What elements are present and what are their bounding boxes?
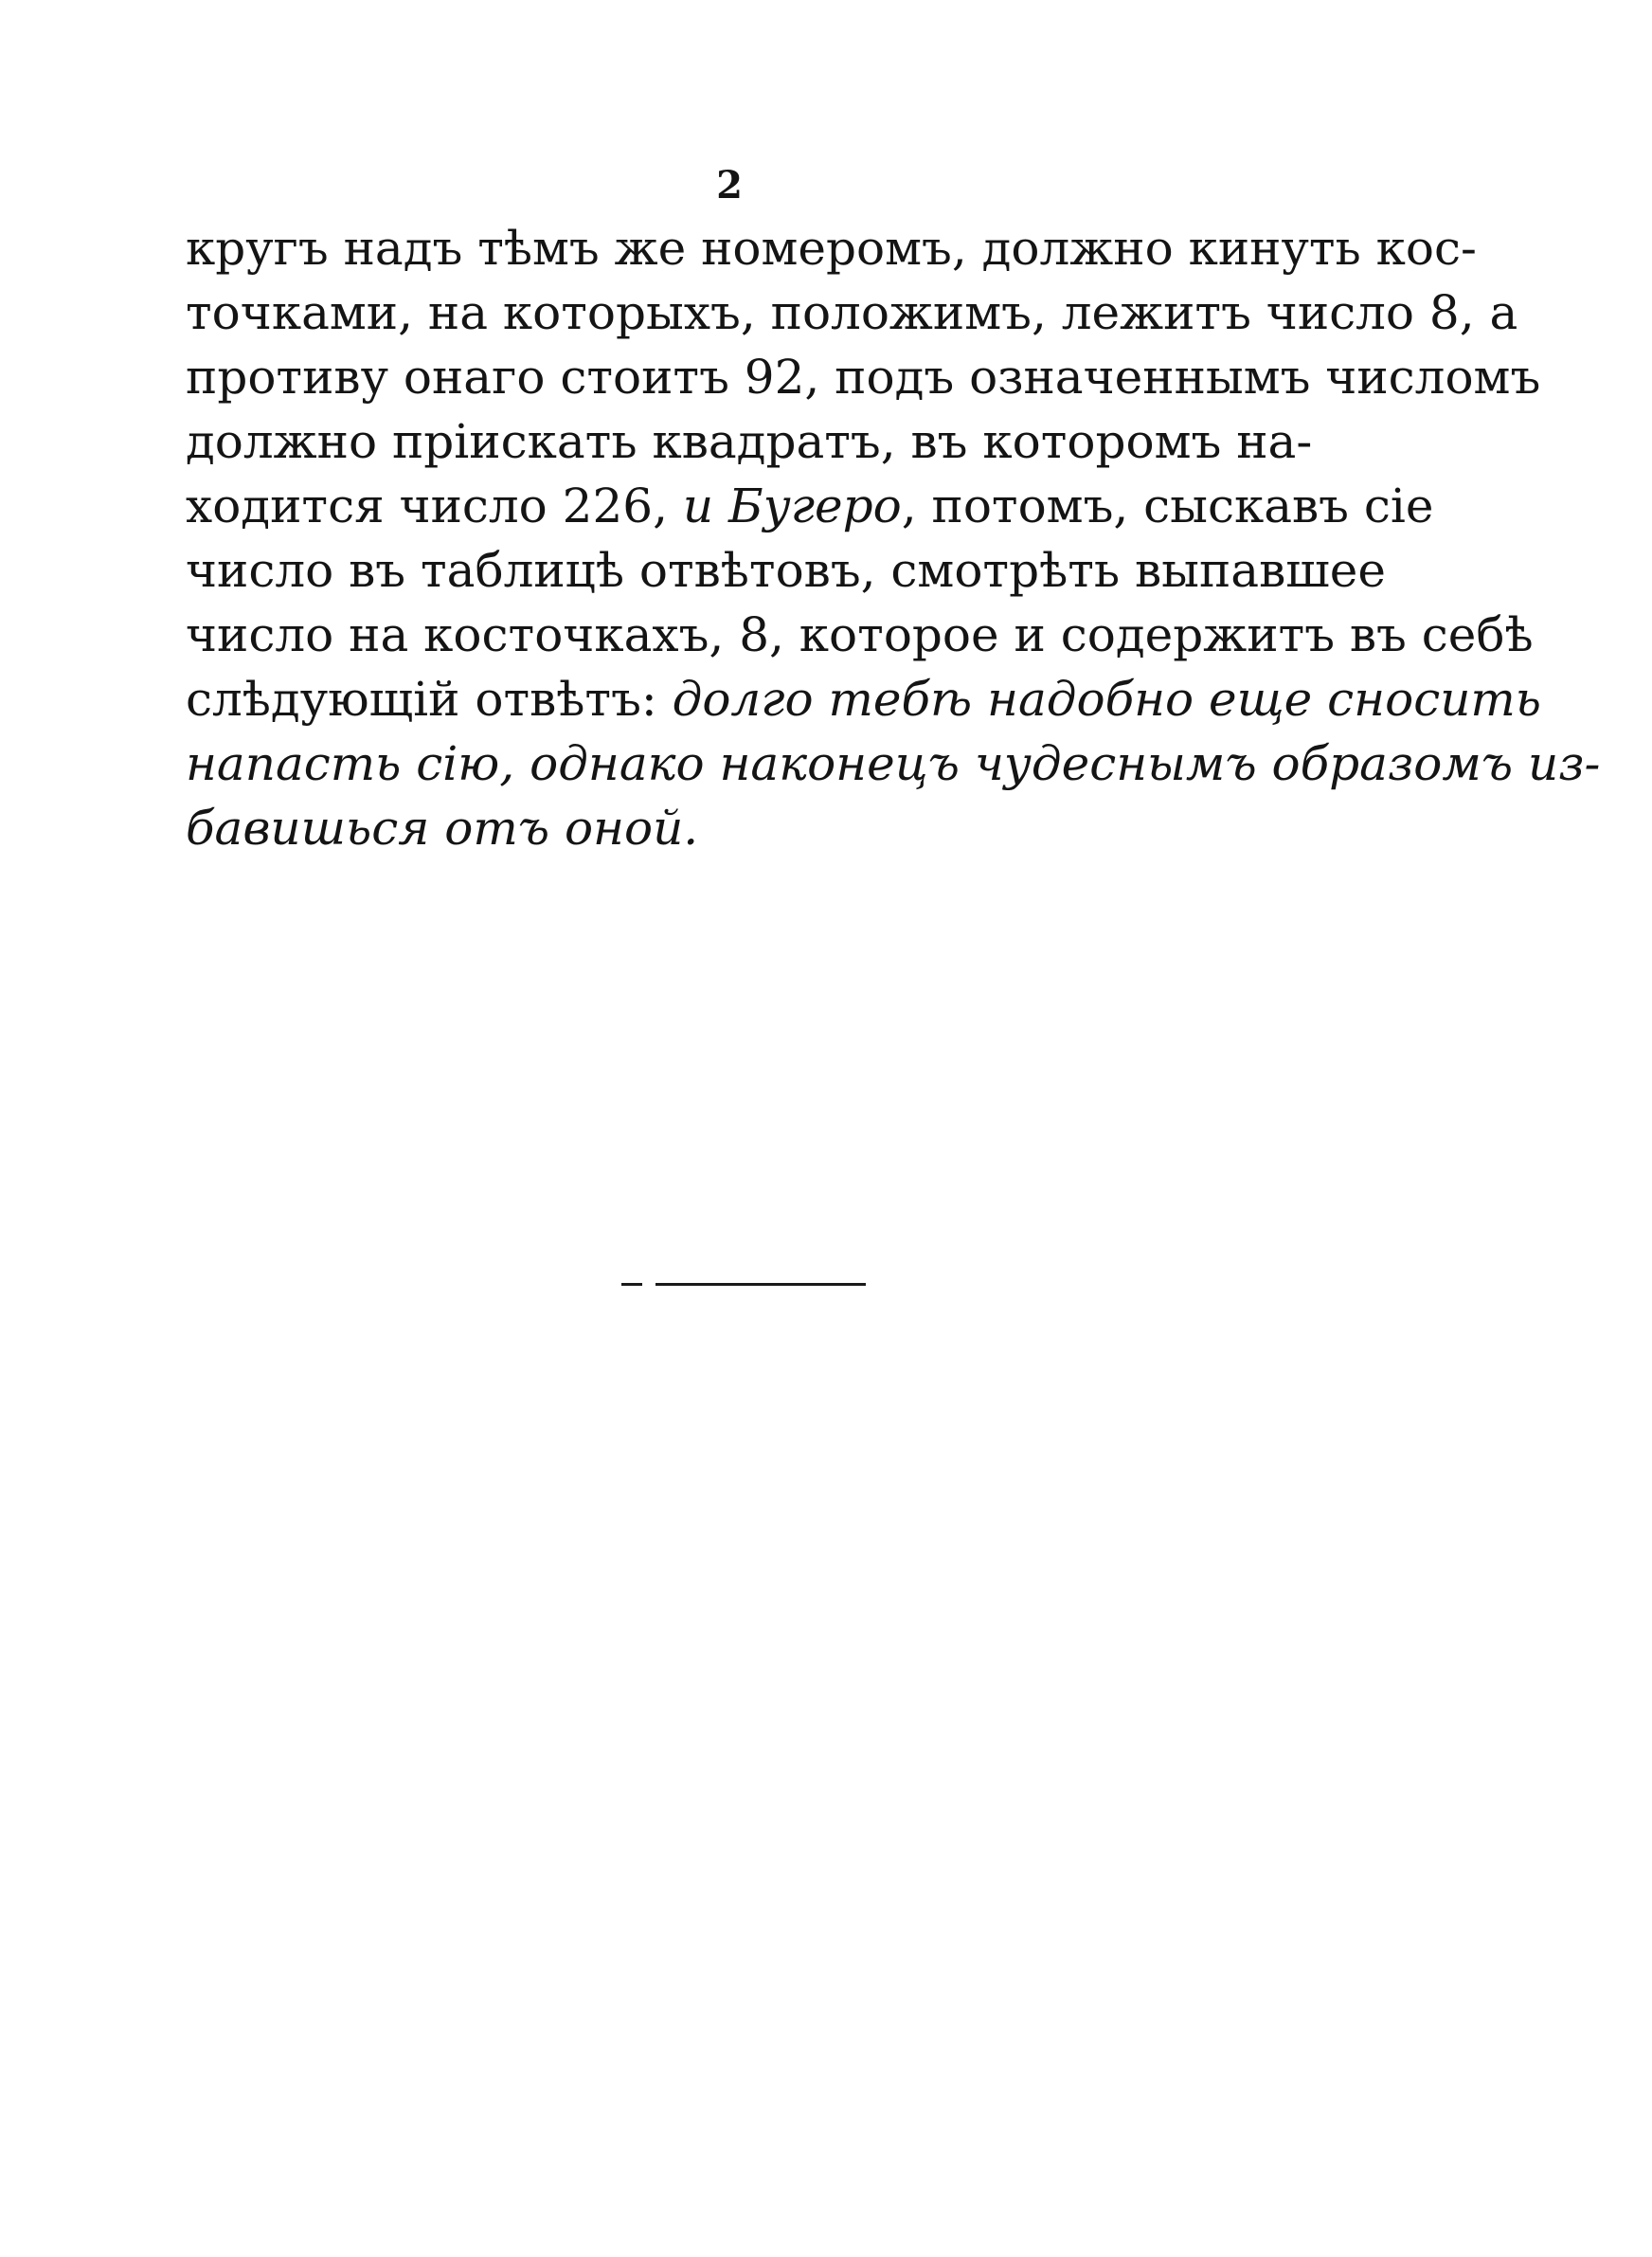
text-line <box>186 603 1534 667</box>
text-line <box>186 474 1434 538</box>
text-italic: бавишься отъ оной. <box>186 801 699 856</box>
text-plain: число въ таблицѣ отвѣтовъ, смотрѣть выпавшее <box>186 543 1386 598</box>
body-text <box>186 216 1601 860</box>
text-plain: ходится число 226, <box>186 478 683 533</box>
text-line <box>186 731 1601 796</box>
text-plain: должно пріискать квадратъ, въ которомъ на- <box>186 414 1313 469</box>
text-tail: , потомъ, сыскавъ сіе <box>901 478 1434 533</box>
section-divider <box>621 1283 866 1286</box>
text-line <box>186 216 1477 280</box>
text-line <box>186 345 1541 409</box>
text-line <box>186 667 1542 731</box>
text-line <box>186 280 1518 345</box>
text-plain: кругъ надъ тѣмъ же номеромъ, должно кинуть кос- <box>186 221 1477 276</box>
text-line <box>186 796 1286 860</box>
text-italic: и Бугеро <box>682 478 902 533</box>
page-number: 2 <box>716 163 743 208</box>
text-italic: долго тебѣ надобно еще сносить <box>672 672 1542 727</box>
section-divider-gap <box>642 1279 655 1289</box>
text-italic: напасть сію, однако наконецъ чудеснымъ образомъ из- <box>186 736 1601 791</box>
text-line <box>186 538 1386 603</box>
text-plain: слѣдующій отвѣтъ: <box>186 672 673 727</box>
text-plain: противу онаго стоитъ 92, подъ означеннымъ числомъ <box>186 350 1541 405</box>
text-plain: число на косточкахъ, 8, которое и содержитъ въ себѣ <box>186 607 1534 662</box>
text-line <box>186 409 1313 474</box>
text-plain: точками, на которыхъ, положимъ, лежитъ число 8, а <box>186 285 1518 340</box>
